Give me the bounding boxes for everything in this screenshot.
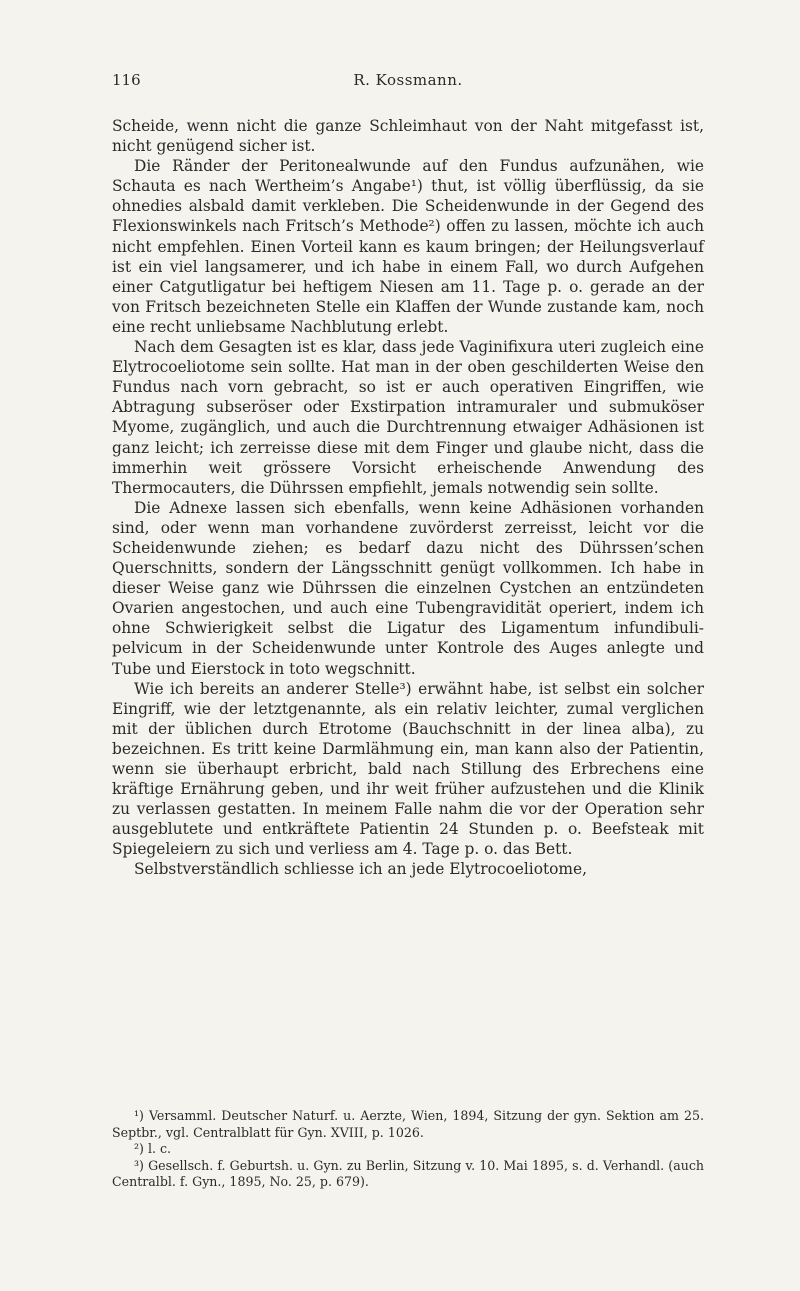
paragraph: Scheide, wenn nicht die ganze Schleimhaut von der Naht mitgefasst ist, nicht genügend sicher ist.	[112, 117, 704, 156]
footnote: ¹) Versamml. Deutscher Naturf. u. Aerzte, Wien, 1894, Sitzung der gyn. Sektion am 25. Septbr., vgl. Centralblatt für Gyn. XVIII, p. 1026.	[112, 1108, 704, 1140]
paragraph: Die Adnexe lassen sich ebenfalls, wenn keine Adhäsionen vorhanden sind, oder wenn man vorhandene zuvörderst zerreisst, leicht vor die Scheidenwunde ziehen; es bedarf dazu nicht des Dührssen’schen Querschnitts, sondern der Längsschnitt genügt vollkommen. Ich habe in dieser Weise ganz wie Dührssen die einzelnen Cystchen an entzündeten Ovarien angestochen, und auch eine Tubengravidität operiert, indem ich ohne Schwierigkeit selbst die Ligatur des Ligamentum infundibuli-pelvicum in der Scheidenwunde unter Kontrole des Auges anlegte und Tube und Eierstock in toto wegschnitt.	[112, 498, 704, 678]
running-header	[112, 71, 704, 91]
footnote: ³) Gesellsch. f. Geburtsh. u. Gyn. zu Berlin, Sitzung v. 10. Mai 1895, s. d. Verhandl. (auch Centralbl. f. Gyn., 1895, No. 25, p. 679).	[112, 1157, 704, 1190]
paragraph: Selbstverständlich schliesse ich an jede Elytrocoeliotome,	[134, 860, 588, 879]
running-head-author: R. Kossmann.	[353, 71, 463, 89]
paragraph: Nach dem Gesagten ist es klar, dass jede Vaginifixura uteri zugleich eine Elytrocoeliotome sein sollte. Hat man in der oben geschilderten Weise den Fundus nach vorn gebracht, so ist er auch operativen Eingriffen, wie Abtragung subseröser oder Exstirpation intramuraler und submuköser Myome, zugänglich, und auch die Durchtrennung etwaiger Adhäsionen ist ganz leicht; ich zerreisse diese mit dem Finger und glaube nicht, dass die immerhin weit grössere Vorsicht erheischende Anwendung des Thermocauters, die Dührssen empfiehlt, jemals notwendig sein sollte.	[112, 338, 704, 497]
footnotes	[112, 1108, 704, 1191]
page-number: 116	[112, 71, 141, 89]
body-text	[112, 116, 704, 880]
footnote: ²) l. c.	[134, 1141, 172, 1157]
paragraph: Wie ich bereits an anderer Stelle³) erwähnt habe, ist selbst ein solcher Eingriff, wie der letztgenannte, als ein relativ leichter, zumal verglichen mit der üblichen durch Etrotome (Bauchschnitt in der linea alba), zu bezeichnen. Es tritt keine Darmlähmung ein, man kann also der Patientin, wenn sie überhaupt erbricht, bald nach Stillung des Erbrechens eine kräftige Ernährung geben, und ihr weit früher aufzustehen und die Klinik zu verlassen gestatten. In meinem Falle nahm die vor der Operation sehr ausgeblutete und entkräftete Patientin 24 Stunden p. o. Beefsteak mit Spiegeleiern zu sich und verliess am 4. Tage p. o. das Bett.	[112, 679, 704, 859]
paragraph: Die Ränder der Peritonealwunde auf den Fundus aufzunähen, wie Schauta es nach Wertheim’s Angabe¹) thut, ist völlig überflüssig, da sie ohnedies alsbald damit verkleben. Die Scheidenwunde in der Gegend des Flexionswinkels nach Fritsch’s Methode²) offen zu lassen, möchte ich auch nicht empfehlen. Einen Vorteil kann es kaum bringen; der Heilungsverlauf ist ein viel langsamerer, und ich habe in einem Fall, wo durch Aufgehen einer Catgutligatur bei heftigem Niesen am 11. Tage p. o. gerade an der von Fritsch bezeichneten Stelle ein Klaffen der Wunde zustande kam, noch eine recht unliebsame Nachblutung erlebt.	[112, 157, 704, 336]
